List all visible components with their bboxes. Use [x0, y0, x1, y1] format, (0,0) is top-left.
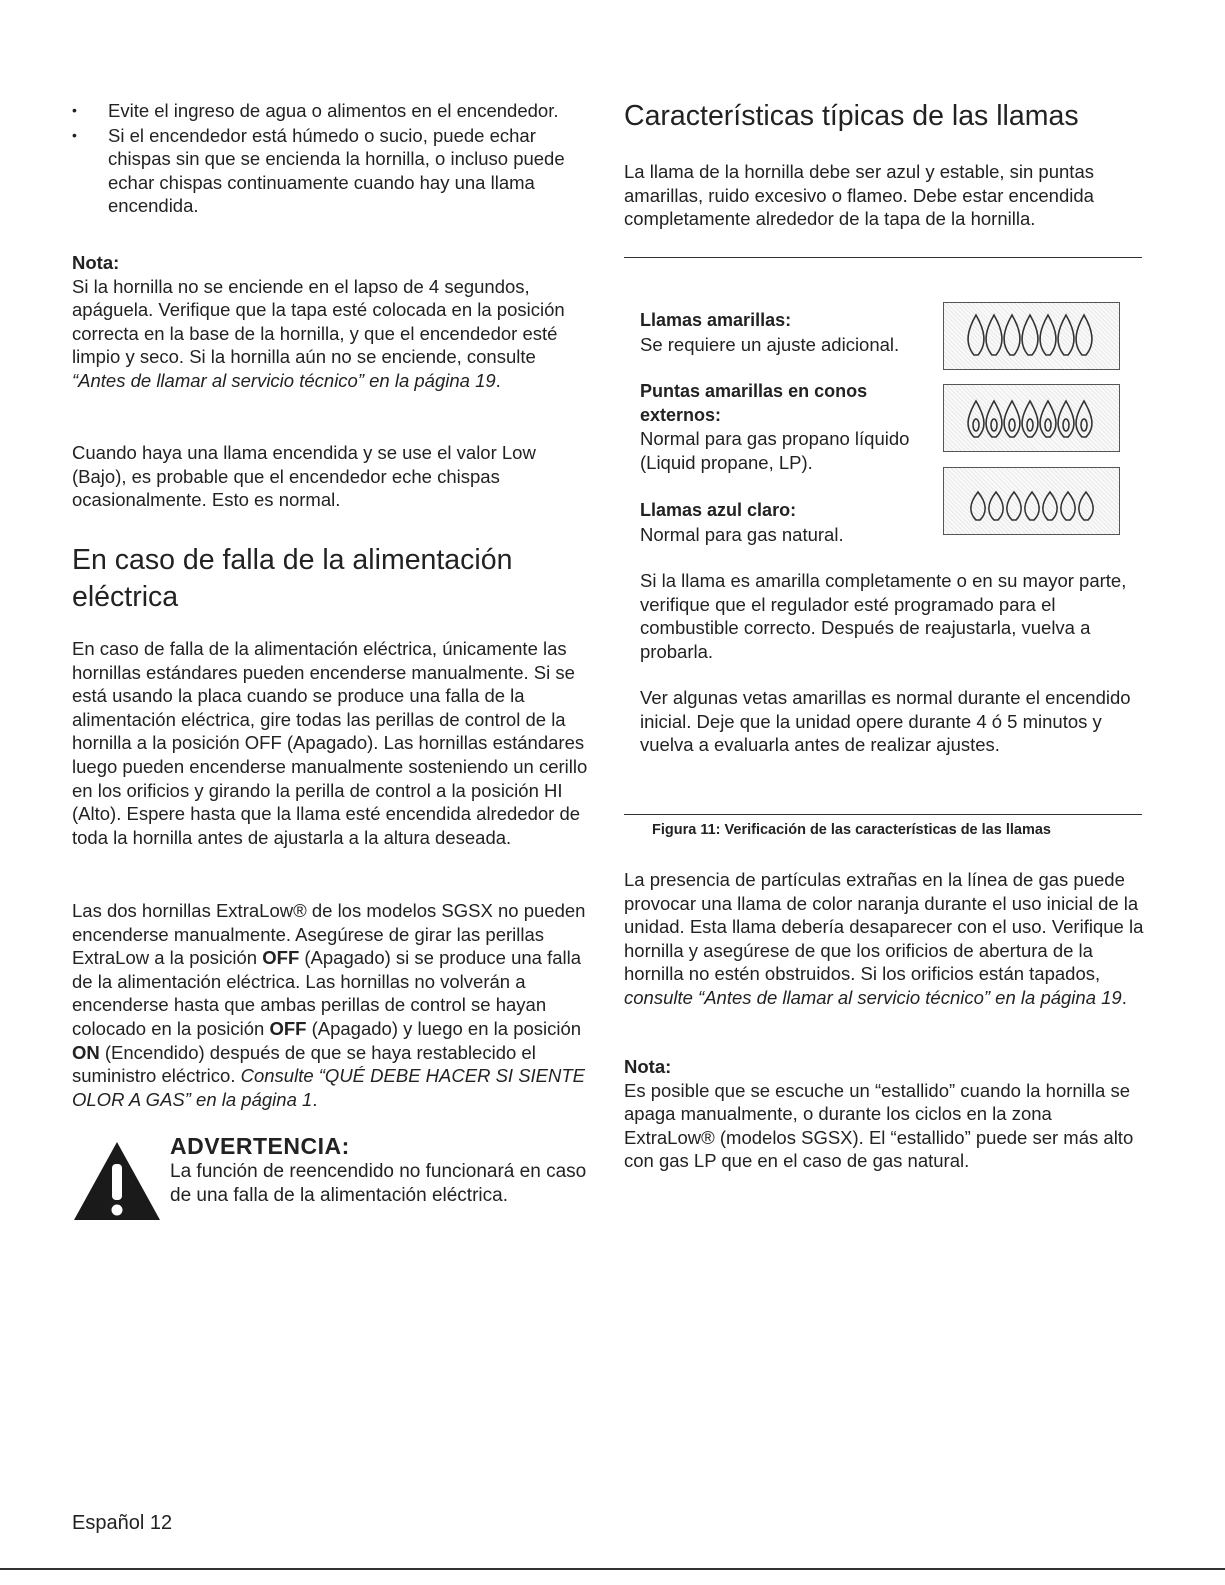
figure-caption: Figura 11: Verificación de las características de las llamas	[652, 822, 1051, 838]
off-label: OFF	[262, 947, 300, 969]
flame-label: Llamas amarillas:	[640, 310, 792, 330]
text-span: (Encendido) después de que se haya restablecido el suministro eléctrico.	[72, 1041, 536, 1087]
bullet-list	[72, 99, 597, 219]
bullet-item: • Si el encendedor está húmedo o sucio, puede echar chispas sin que se encienda la hornilla, o incluso puede echar chispas continuamente cuando hay una llama encendida.	[72, 124, 597, 218]
service-reference: consulte “Antes de llamar al servicio técnico” en la página 19	[624, 986, 1122, 1008]
blue-flames-image	[943, 467, 1120, 535]
off-label: OFF	[269, 1017, 307, 1039]
page-bottom-rule	[0, 1568, 1225, 1570]
gas-reference: Consulte “QUÉ DEBE HACER SI SIENTE OLOR A GAS” en la página 1	[72, 1065, 586, 1110]
flame-item-yellow	[640, 309, 940, 356]
nota-block	[72, 251, 592, 393]
warning-icon	[72, 1140, 162, 1222]
yellow-tips-flames-image	[943, 384, 1120, 452]
flame-desc: Normal para gas propano líquido (Liquid propane, LP).	[640, 428, 910, 473]
flame-item-light-blue	[640, 499, 940, 546]
flame-desc: Se requiere un ajuste adicional.	[640, 333, 900, 355]
flame-desc: Normal para gas natural.	[640, 523, 844, 545]
paragraph-streaks: Ver algunas vetas amarillas es normal durante el encendido inicial. Deje que la unidad opere durante 4 ó 5 minutos y vuelva a evaluarla antes de realizar ajustes.	[640, 687, 1131, 756]
heading-flame-characteristics: Características típicas de las llamas	[624, 100, 1079, 132]
text-span: .	[1121, 986, 1127, 1008]
warning-text: La función de reencendido no funcionará en caso de una falla de la alimentación eléctrica.	[170, 1161, 587, 1206]
text-span: (Apagado) y luego en la posición	[306, 1017, 582, 1039]
text-span: (Apagado) si se produce una falla de la alimentación eléctrica. Las hornillas no volverán a encenderse hasta que ambas perillas de control se hayan colocado en la posición	[72, 947, 582, 1039]
text-span: La presencia de partículas extrañas en la línea de gas puede provocar una llama de color naranja durante el uso inicial de la unidad. Esta llama debería desaparecer con el uso. Verifique la hornilla y asegúrese de que los orificios de abertura de la hornilla no estén obstruidos. Si los orificios están tapados,	[624, 869, 1144, 985]
paragraph-low: Cuando haya una llama encendida y se use el valor Low (Bajo), es probable que el encendedor eche chispas ocasionalmente. Esto es normal.	[72, 442, 536, 511]
nota-label: Nota:	[624, 1056, 672, 1077]
nota-label: Nota:	[72, 252, 120, 273]
text-span: .	[312, 1088, 318, 1110]
yellow-flames-image	[943, 302, 1120, 370]
heading-power-failure: En caso de falla de la alimentación eléctrica	[72, 544, 513, 613]
nota-text	[72, 275, 592, 393]
paragraph-power-2	[72, 899, 592, 1111]
nota-text-body: Si la hornilla no se enciende en el lapso de 4 segundos, apáguela. Verifique que la tapa esté colocada en la posición correcta en la base de la hornilla, y que el encendedor esté limpio y seco. Si la hornilla aún no se enciende, consulte	[72, 275, 565, 368]
nota-text: Es posible que se escuche un “estallido” cuando la hornilla se apaga manualmente, o durante los ciclos en la zona ExtraLow® (modelos SGSX). El “estallido” puede ser más alto con gas LP que en el caso de gas natural.	[624, 1079, 1134, 1172]
nota-reference: “Antes de llamar al servicio técnico” en la página 19	[72, 369, 496, 391]
paragraph-yellow: Si la llama es amarilla completamente o en su mayor parte, verifique que el regulador esté programado para el combustible correcto. Después de reajustarla, vuelva a probarla.	[640, 570, 1127, 662]
paragraph-orange	[624, 868, 1144, 1010]
paragraph-flames: La llama de la hornilla debe ser azul y estable, sin puntas amarillas, ruido excesivo o flameo. Debe estar encendida completamente alrededor de la tapa de la hornilla.	[624, 161, 1094, 230]
flame-label: Llamas azul claro:	[640, 500, 797, 520]
text-span: Las dos hornillas ExtraLow® de los modelos SGSX no pueden encenderse manualmente. Asegúrese de girar las perillas ExtraLow a la posición	[72, 900, 586, 969]
divider	[624, 257, 1142, 258]
warning-block	[170, 1132, 590, 1207]
paragraph-power-1: En caso de falla de la alimentación eléctrica, únicamente las hornillas estándares pueden encenderse manualmente. Si se está usando la placa cuando se produce una falla de la alimentación eléctrica, gire todas las perillas de control de la hornilla a la posición OFF (Apagado). Las hornillas estándares luego pueden encenderse manualmente sosteniendo un cerillo en los orificios y girando la perilla de control a la posición HI (Alto). Espere hasta que la llama esté encendida alrededor de toda la hornilla antes de ajustarla a la altura deseada.	[72, 638, 588, 848]
warning-title: ADVERTENCIA:	[170, 1133, 350, 1159]
on-label: ON	[72, 1041, 100, 1063]
nota-period: .	[495, 369, 501, 391]
flame-item-yellow-tips	[640, 380, 940, 474]
flame-label: Puntas amarillas en conos externos:	[640, 381, 868, 425]
nota-block-2	[624, 1055, 1144, 1173]
bullet-item: • Evite el ingreso de agua o alimentos en el encendedor.	[72, 99, 597, 123]
page-footer: Español 12	[72, 1512, 173, 1534]
divider	[624, 814, 1142, 815]
